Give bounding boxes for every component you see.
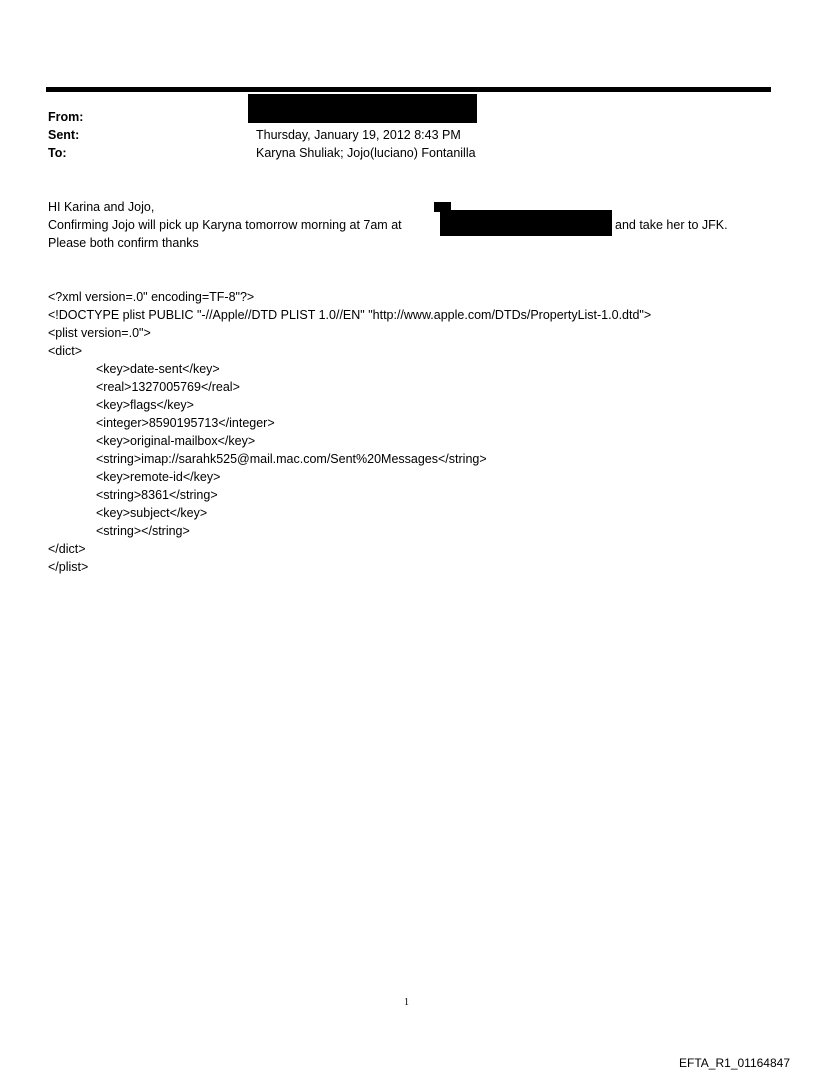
message-line-3: Please both confirm thanks (48, 236, 199, 250)
to-label: To: (48, 146, 67, 160)
redacted-sender (248, 94, 477, 123)
xml-line: <plist version=.0"> (48, 326, 151, 340)
xml-line: <string>imap://sarahk525@mail.mac.com/Sent%20Messages</string> (96, 452, 487, 466)
xml-line: <real>1327005769</real> (96, 380, 240, 394)
header-rule (46, 87, 771, 92)
xml-line: </dict> (48, 542, 86, 556)
xml-line: <key>original-mailbox</key> (96, 434, 256, 448)
xml-line: <integer>8590195713</integer> (96, 416, 275, 430)
redacted-address (440, 210, 612, 236)
sent-label: Sent: (48, 128, 80, 142)
xml-line: <?xml version=.0" encoding=TF-8"?> (48, 290, 255, 304)
xml-line: <key>subject</key> (96, 506, 208, 520)
message-greeting: HI Karina and Jojo, (48, 200, 155, 214)
xml-line: <dict> (48, 344, 83, 358)
document-id: EFTA_R1_01164847 (679, 1056, 790, 1070)
xml-line: <string></string> (96, 524, 190, 538)
to-value: Karyna Shuliak; Jojo(luciano) Fontanilla (256, 146, 476, 160)
xml-line: </plist> (48, 560, 89, 574)
page-number: 1 (404, 997, 409, 1008)
xml-line: <key>flags</key> (96, 398, 194, 412)
message-line-2-start: Confirming Jojo will pick up Karyna tomorrow morning at 7am at (48, 218, 402, 232)
xml-line: <string>8361</string> (96, 488, 218, 502)
xml-line: <key>date-sent</key> (96, 362, 220, 376)
sent-value: Thursday, January 19, 2012 8:43 PM (256, 128, 461, 142)
from-label: From: (48, 110, 84, 124)
xml-line: <!DOCTYPE plist PUBLIC "-//Apple//DTD PLIST 1.0//EN" "http://www.apple.com/DTDs/PropertyList-1.0.dtd"> (48, 308, 652, 322)
message-line-2-end: and take her to JFK. (615, 218, 728, 232)
xml-line: <key>remote-id</key> (96, 470, 221, 484)
